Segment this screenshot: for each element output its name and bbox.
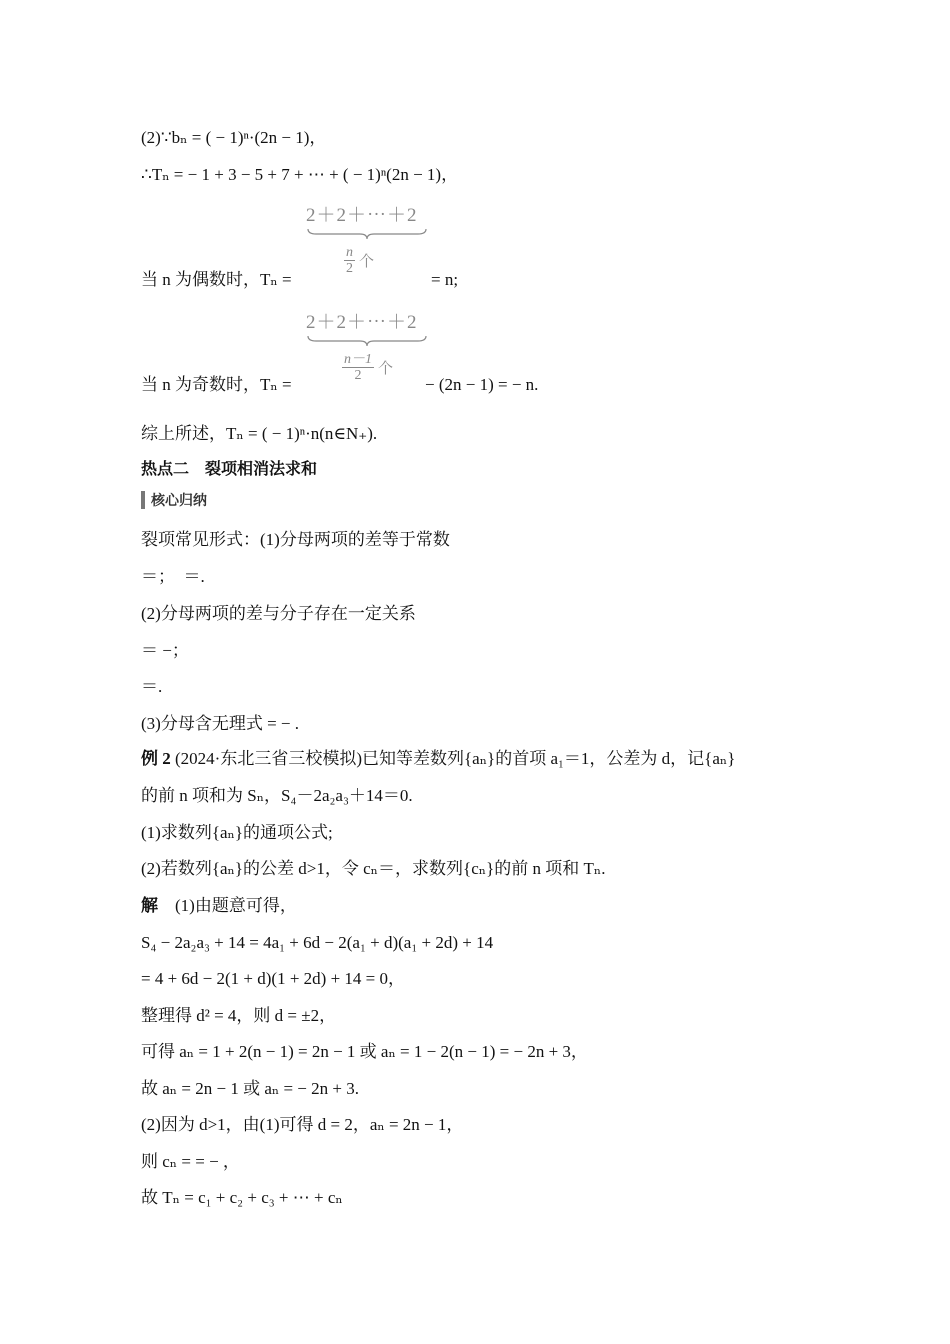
brace-even-unit: 个	[359, 254, 375, 270]
brace-even-count	[344, 245, 428, 276]
line-split-forms-3: (3)分母含无理式 = − .	[141, 714, 299, 733]
line-split-form-2a: ＝ −；	[141, 641, 189, 660]
line-split-forms: 裂项常见形式：(1)分母两项的差等于常数	[141, 530, 450, 549]
solution-line-3: 整理得 d² = 4，则 d = ±2，	[141, 1006, 337, 1025]
tag-bar	[141, 491, 145, 509]
line-odd-case: 当 n 为奇数时，Tₙ =	[141, 375, 292, 394]
solution-label: 解	[141, 896, 158, 915]
solution-start	[141, 894, 297, 918]
brace-odd-den: 2	[354, 368, 362, 383]
brace-odd-sum: 2＋2＋⋯＋2	[306, 312, 418, 333]
solution-text: (1)由题意可得，	[158, 896, 297, 915]
core-summary-tag	[141, 490, 207, 510]
line-bn-definition: (2)∵bₙ = ( − 1)ⁿ·(2n − 1)，	[141, 128, 327, 147]
brace-even-den: 2	[346, 261, 353, 276]
line-even-result: = n;	[431, 270, 459, 289]
solution-line-4: 可得 aₙ = 1 + 2(n − 1) = 2n − 1 或 aₙ = 1 − 2(n − 1) = − 2n + 3，	[141, 1042, 588, 1061]
example-text: (2024·东北三省三校模拟)已知等差数列{aₙ}的首项 a₁＝1，公差为 d，记{aₙ}	[170, 749, 736, 768]
tag-label: 核心归纳	[151, 493, 207, 509]
solution-line-2: = 4 + 6d − 2(1 + d)(1 + 2d) + 14 = 0，	[141, 969, 406, 988]
section-heading: 热点二 裂项相消法求和	[141, 459, 318, 478]
brace-odd-unit: 个	[378, 361, 394, 377]
example-statement-cont: 的前 n 项和为 Sₙ，S₄－2a₂a₃＋14＝0.	[141, 786, 413, 805]
line-split-form-2b: ＝.	[141, 677, 163, 696]
line-split-form-1: ＝； ＝.	[141, 567, 205, 586]
line-odd-result: − (2n − 1) = − n.	[425, 375, 539, 394]
line-even-case: 当 n 为偶数时，Tₙ =	[141, 270, 292, 289]
brace-even-num: n	[346, 245, 353, 260]
brace-odd-count	[342, 352, 428, 383]
brace-odd-num: n－1	[344, 352, 372, 367]
question-1: (1)求数列{aₙ}的通项公式;	[141, 823, 333, 842]
example-label: 例 2	[141, 749, 171, 768]
example-statement	[141, 747, 735, 771]
solution-line-7: 则 cₙ = = − ，	[141, 1152, 240, 1171]
brace-odd	[306, 307, 428, 383]
underbrace-even-icon	[306, 227, 428, 241]
line-split-forms-2: (2)分母两项的差与分子存在一定关系	[141, 604, 416, 623]
line-conclusion: 综上所述，Tₙ = ( − 1)ⁿ·n(n∈N₊).	[141, 424, 378, 443]
solution-line-5: 故 aₙ = 2n − 1 或 aₙ = − 2n + 3.	[141, 1079, 359, 1098]
line-tn-expansion: ∴Tₙ = − 1 + 3 − 5 + 7 + ⋯ + ( − 1)ⁿ(2n − 1)，	[141, 165, 459, 184]
solution-line-6: (2)因为 d>1，由(1)可得 d = 2，aₙ = 2n − 1，	[141, 1115, 464, 1134]
underbrace-odd-icon	[306, 334, 428, 348]
brace-even	[306, 200, 428, 276]
question-2: (2)若数列{aₙ}的公差 d>1，令 cₙ＝，求数列{cₙ}的前 n 项和 Tₙ.	[141, 859, 606, 878]
solution-line-8: 故 Tₙ = c₁ + c₂ + c₃ + ⋯ + cₙ	[141, 1188, 343, 1207]
solution-line-1: S₄ − 2a₂a₃ + 14 = 4a₁ + 6d − 2(a₁ + d)(a₁ + 2d) + 14	[141, 933, 494, 952]
brace-even-sum: 2＋2＋⋯＋2	[306, 205, 418, 226]
